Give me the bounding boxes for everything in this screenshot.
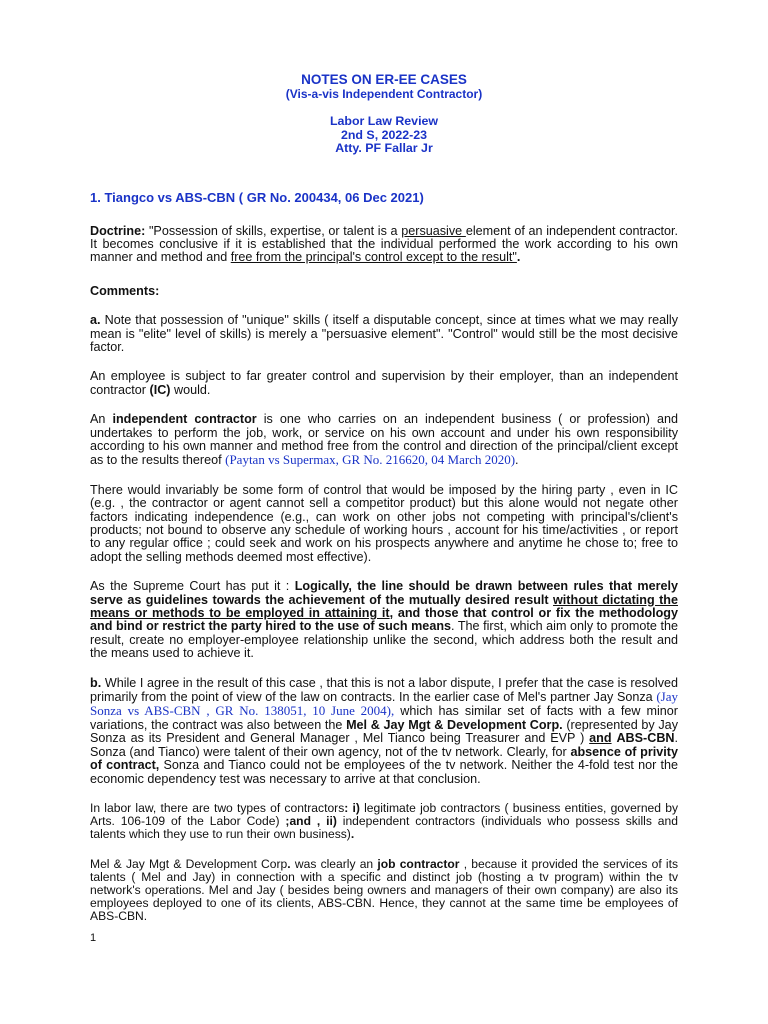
comment-a-paragraph: a. Note that possession of "unique" skills ( itself a disputable concept, since at times what we may really mean is "elite" level of skills) is merely a "persuasive element". "Control" would still be the most decisive factor. (90, 313, 678, 354)
comment-b-paragraph: b. While I agree in the result of this case , that this is not a labor dispute, I prefer that the case is resolved primarily from the point of view of the law on contracts. In the earlier case of Mel's partner Jay Sonza (Jay Sonza vs ABS-CBN , GR No. 138051, 10 June 2004), which has similar set of facts with a few minor variations, the contract was also between the Mel & Jay Mgt & Development Corp. (represented by Jay Sonza as its President and General Manager , Mel Tianco being Treasurer and EVP ) and ABS-CBN. Sonza (and Tianco) were talent of their own agency, not of the tv network. Clearly, for absence of privity of contract, Sonza and Tianco could not be employees of the tv network. Neither the 4-fold test nor the economic dependency test was necessary to arrive at that conclusion. (90, 675, 679, 786)
term: 2nd S, 2022-23 (340, 127, 428, 142)
contractor-types-paragraph: In labor law, there are two types of contractors: i) legitimate job contractors ( business entities, governed by Arts. 106-109 of the Labor Code) ;and , ii) independent contractors (individuals who possess skills and talents which they use to run their own business). (90, 800, 678, 842)
employee-paragraph: An employee is subject to far greater control and supervision by their employer, than an independent contractor (IC) would. (90, 369, 678, 397)
doctrine-label: Doctrine: (90, 223, 146, 238)
document-subtitle: (Vis-a-vis Independent Contractor) (285, 87, 483, 101)
control-paragraph: There would invariably be some form of control that would be imposed by the hiring party , even in IC (e.g. , the contractor or agent cannot sell a competitor product) but this alone would not negate other factors indicating independence (e.g., can work on other jobs not competing with principal's/client's products; not bound to observe any schedule of working hours , account for his time/activities , or report to any regular office ; could seek and work on his prospects anywhere and anytime he chose to; free to adopt the selling methods deemed most effective). (90, 482, 678, 564)
doctrine-paragraph: Doctrine: "Possession of skills, expertise, or talent is a persuasive element of an independent contractor. It becomes conclusive if it is established that the individual performed the work according to his own manner and method and free from the principal's control except to the result". (90, 223, 679, 265)
mel-jay-paragraph: Mel & Jay Mgt & Development Corp. was clearly an job contractor , because it provided the services of its talents ( Mel and Jay) in connection with a specific and distinct job (hosting a tv program) within the tv network's operations. Mel and Jay ( besides being owners and managers of their own company) are also its employees deployed to one of its clients, ABS-CBN. Hence, they cannot at the same time be employees of ABS-CBN. (90, 856, 679, 924)
document-header (90, 72, 678, 156)
case-citation: (Jay Sonza vs ABS-CBN , GR No. 138051, 10 June 2004), (90, 689, 678, 719)
case-citation: (Paytan vs Supermax, GR No. 216620, 04 March 2020) (225, 452, 516, 468)
case-title: 1. Tiangco vs ABS-CBN ( GR No. 200434, 06 Dec 2021) (90, 189, 424, 205)
page-number: 1 (90, 932, 97, 944)
author: Atty. PF Fallar Jr (335, 141, 433, 155)
independent-contractor-paragraph: An independent contractor is one who carries on an independent business ( or profession) and undertakes to perform the job, work, or service on his own account and under his own responsibility according to his own manner and method free from the control and direction of the principal/client except as to the results thereof (Paytan vs Supermax, GR No. 216620, 04 March 2020). (90, 412, 679, 468)
supreme-court-paragraph: As the Supreme Court has put it : Logically, the line should be drawn between rules that merely serve as guidelines towards the achievement of the mutually desired result without dictating the means or methods to be employed in attaining it, and those that control or fix the methodology and bind or restrict the party hired to the use of such means. The first, which aim only to promote the result, create no employer-employee relationship unlike the second, which address both the result and the means used to achieve it. (90, 579, 679, 661)
document-title: NOTES ON ER-EE CASES (301, 72, 467, 87)
comments-label: Comments: (90, 283, 160, 298)
course-name: Labor Law Review (329, 114, 439, 128)
